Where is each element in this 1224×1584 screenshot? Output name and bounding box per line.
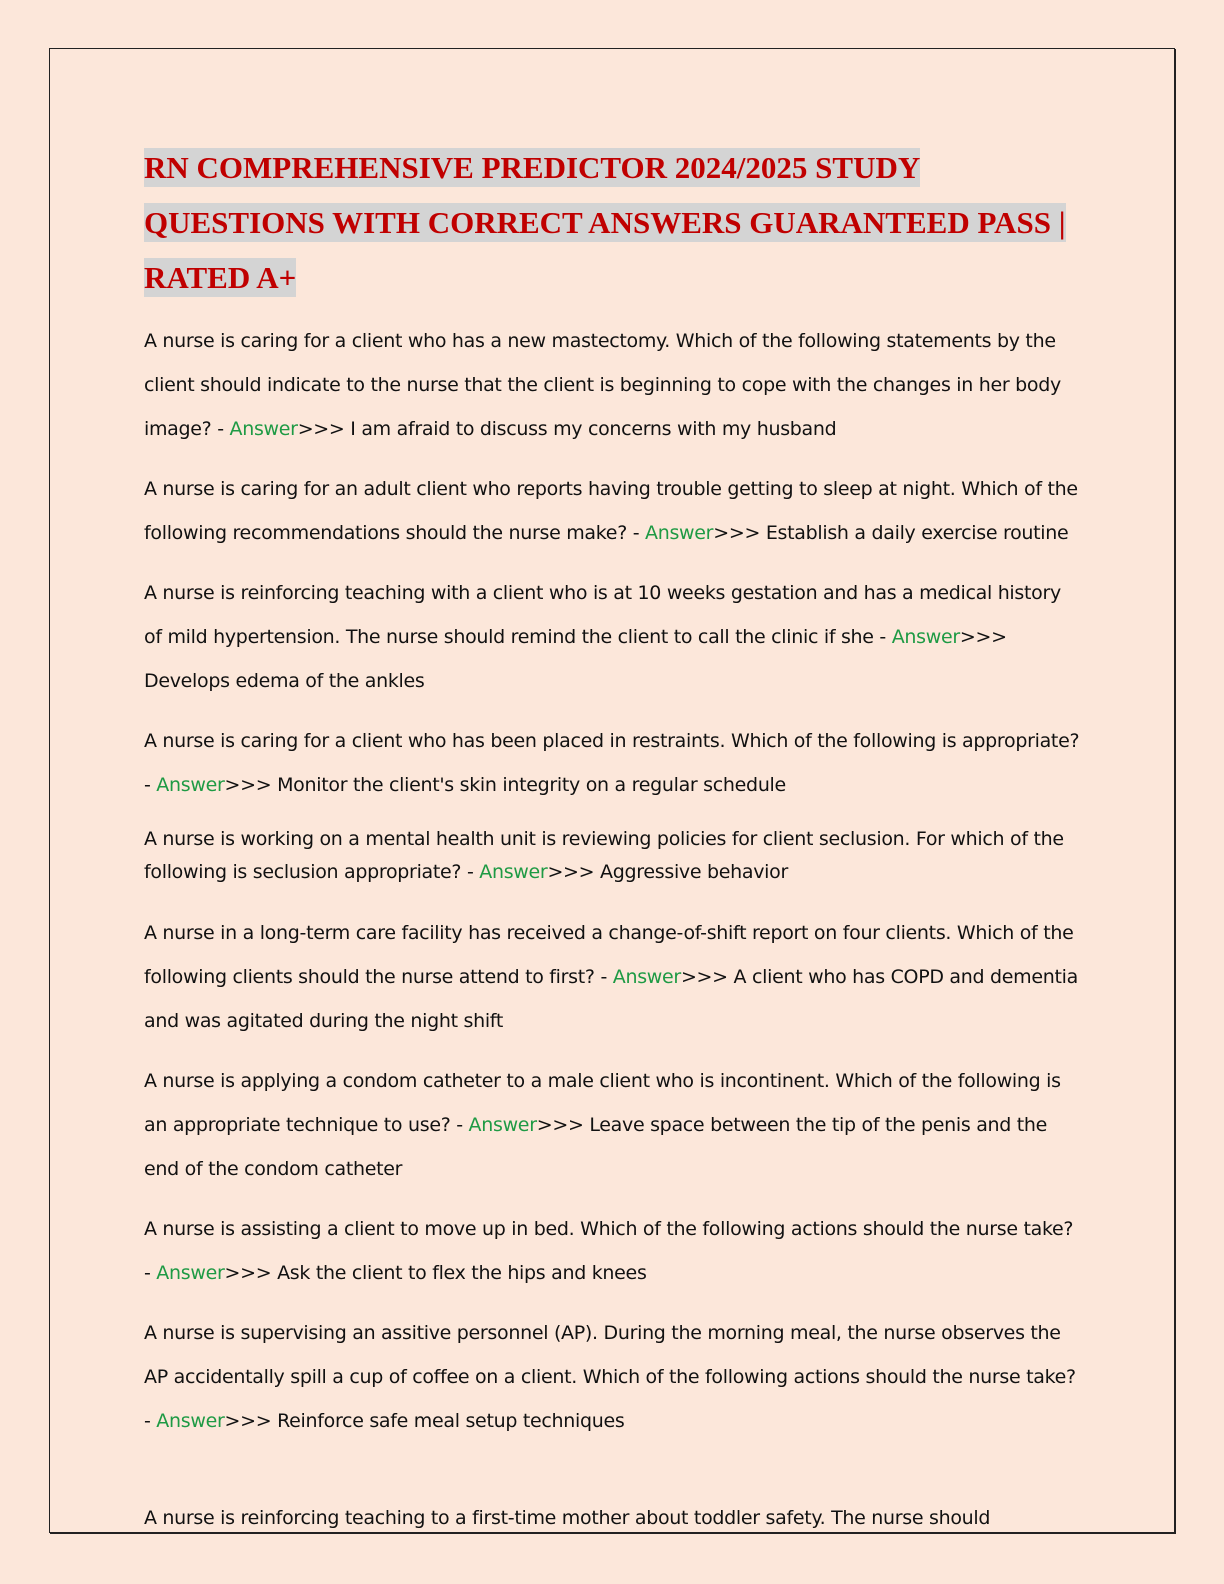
answer-text: Reinforce safe meal setup techniques	[277, 1410, 625, 1432]
document-body	[144, 140, 1084, 1459]
answer-label: Answer	[156, 1410, 225, 1432]
answer-label: Answer	[891, 626, 960, 648]
qa-item: A nurse in a long-term care facility has received a change-of-shift report on four clients. Which of the following clients should the nurse attend to first? - Answer>>> A client who has COPD and dementia and was agitated during the night shift	[144, 922, 1078, 1032]
question-text: A nurse is caring for a client who has a new mastectomy. Which of the following statements by the client should indicate to the nurse that the client is beginning to cope with the changes in her body image? -	[144, 330, 1061, 440]
qa-item: A nurse is applying a condom catheter to a male client who is incontinent. Which of the following is an appropriate technique to use? - Answer>>> Leave space between the tip of the penis and the end of the condom catheter	[144, 1070, 1061, 1180]
answer-text: Develops edema of the ankles	[144, 670, 425, 692]
qa-item: A nurse is caring for a client who has a new mastectomy. Which of the following statements by the client should indicate to the nurse that the client is beginning to cope with the changes in her body image? - Answer>>> I am afraid to discuss my concerns with my husband	[144, 330, 1061, 440]
answer-label: Answer	[156, 774, 225, 796]
answer-label: Answer	[156, 1262, 225, 1284]
question-text: A nurse is caring for an adult client who reports having trouble getting to sleep at night. Which of the following recommendations should the nurse make? -	[144, 478, 1078, 544]
qa-item: A nurse is caring for a client who has been placed in restraints. Which of the following is appropriate? - Answer>>> Monitor the client's skin integrity on a regular schedule	[144, 730, 1080, 796]
question-text: A nurse is applying a condom catheter to a male client who is incontinent. Which of the following is an appropriate technique to use? -	[144, 1070, 1061, 1136]
answer-text: I am afraid to discuss my concerns with my husband	[350, 418, 837, 440]
answer-text: Monitor the client's skin integrity on a regular schedule	[277, 774, 786, 796]
cut-off-question: A nurse is reinforcing teaching to a first-time mother about toddler safety. The nurse should	[144, 1507, 991, 1529]
qa-item: A nurse is supervising an assitive personnel (AP). During the morning meal, the nurse observes the AP accidentally spill a cup of coffee on a client. Which of the following actions should the nurse take? - Answer>>> Reinforce safe meal setup techniques	[144, 1322, 1076, 1432]
answer-label: Answer	[229, 418, 298, 440]
question-text: A nurse is working on a mental health unit is reviewing policies for client seclusion. For which of the following is seclusion appropriate? -	[144, 828, 1064, 883]
question-text: A nurse is reinforcing teaching with a client who is at 10 weeks gestation and has a medical history of mild hypertension. The nurse should remind the client to call the clinic if she -	[144, 582, 1061, 648]
document-title: RN COMPREHENSIVE PREDICTOR 2024/2025 STUDY QUESTIONS WITH CORRECT ANSWERS GUARANTEED PASS | RATED A+	[144, 150, 1066, 295]
answer-text: Aggressive behavior	[600, 861, 788, 883]
qa-item: A nurse is working on a mental health unit is reviewing policies for client seclusion. For which of the following is seclusion appropriate? - Answer>>> Aggressive behavior	[144, 828, 1064, 883]
answer-label: Answer	[468, 1114, 537, 1136]
qa-item: A nurse is assisting a client to move up in bed. Which of the following actions should the nurse take? - Answer>>> Ask the client to flex the hips and knees	[144, 1218, 1074, 1284]
answer-text: Leave space between the tip of the penis and the end of the condom catheter	[144, 1114, 1048, 1180]
question-text: A nurse is supervising an assitive personnel (AP). During the morning meal, the nurse observes the AP accidentally spill a cup of coffee on a client. Which of the following actions should the nurse take? -	[144, 1322, 1076, 1432]
answer-text: A client who has COPD and dementia and was agitated during the night shift	[144, 966, 1078, 1032]
answer-text: Ask the client to flex the hips and knees	[277, 1262, 647, 1284]
answer-label: Answer	[479, 861, 548, 883]
answer-label: Answer	[612, 966, 681, 988]
question-text: A nurse is assisting a client to move up in bed. Which of the following actions should the nurse take? -	[144, 1218, 1074, 1284]
question-text: A nurse in a long-term care facility has received a change-of-shift report on four clients. Which of the following clients should the nurse attend to first? -	[144, 922, 1074, 988]
answer-label: Answer	[645, 522, 714, 544]
qa-item: A nurse is caring for an adult client who reports having trouble getting to sleep at night. Which of the following recommendations should the nurse make? - Answer>>> Establish a daily exercise routine	[144, 478, 1078, 544]
question-text: A nurse is caring for a client who has been placed in restraints. Which of the following is appropriate? -	[144, 730, 1080, 796]
qa-item: A nurse is reinforcing teaching with a client who is at 10 weeks gestation and has a medical history of mild hypertension. The nurse should remind the client to call the clinic if she - Answer>>> Develops edema of the ankles	[144, 582, 1061, 692]
answer-text: Establish a daily exercise routine	[765, 522, 1069, 544]
